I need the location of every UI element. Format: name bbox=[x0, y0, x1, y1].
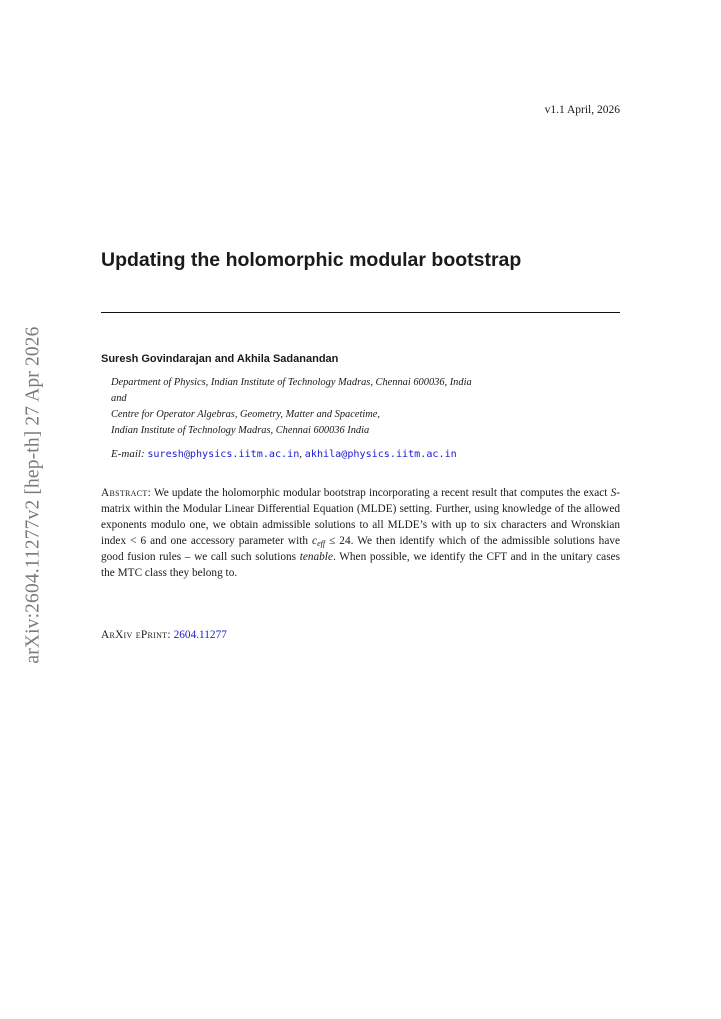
email-separator: , bbox=[299, 448, 303, 460]
email-link-suresh[interactable]: suresh@physics.iitm.ac.in bbox=[147, 449, 300, 460]
affiliation-line: Indian Institute of Technology Madras, Chennai 600036 India bbox=[111, 425, 370, 436]
affiliation-line: Department of Physics, Indian Institute of Technology Madras, Chennai 600036, India bbox=[111, 377, 472, 388]
eprint-label: ArXiv ePrint: bbox=[101, 629, 171, 641]
abstract-label: Abstract: bbox=[101, 487, 152, 499]
s-matrix-symbol: S bbox=[610, 487, 617, 499]
abstract-text: . When possible, we identify the CFT and in the unitary cases the MTC class they belong to. bbox=[101, 551, 621, 579]
email-link-akhila[interactable]: akhila@physics.iitm.ac.in bbox=[304, 449, 457, 460]
c-eff-symbol: c bbox=[312, 535, 318, 547]
abstract bbox=[101, 485, 620, 581]
c-eff-subscript: eff bbox=[317, 539, 326, 548]
arxiv-sidebar bbox=[12, 295, 56, 695]
affiliations bbox=[111, 375, 611, 439]
paper-title: Updating the holomorphic modular bootstrap bbox=[101, 249, 522, 271]
version-date: v1.1 April, 2026 bbox=[544, 104, 620, 116]
email-line bbox=[111, 448, 457, 460]
title-rule bbox=[101, 312, 620, 313]
abstract-text: ≤ 24. We then identify which of the admissible solutions have good fusion rules – we call such solutions bbox=[101, 535, 621, 563]
author-list: Suresh Govindarajan and Akhila Sadanandan bbox=[101, 353, 339, 365]
eprint-link[interactable]: 2604.11277 bbox=[173, 629, 227, 641]
arxiv-eprint bbox=[101, 629, 227, 641]
arxiv-identifier: arXiv:2604.11277v2 [hep-th] 27 Apr 2026 bbox=[23, 326, 44, 664]
email-label: E-mail: bbox=[111, 448, 145, 460]
abstract-text: We update the holomorphic modular bootstrap incorporating a recent result that computes the exact bbox=[151, 487, 611, 499]
affiliation-line: Centre for Operator Algebras, Geometry, Matter and Spacetime, bbox=[111, 409, 380, 420]
affiliation-line: and bbox=[111, 393, 127, 404]
abstract-text: -matrix within the Modular Linear Differential Equation (MLDE) setting. Further, using knowledge of the allowed exponents modulo one, we obtain admissible solutions to all MLDE’s with up to six characters and Wronskian index < 6 and one accessory parameter with bbox=[101, 487, 620, 547]
tenable-term: tenable bbox=[299, 551, 333, 563]
